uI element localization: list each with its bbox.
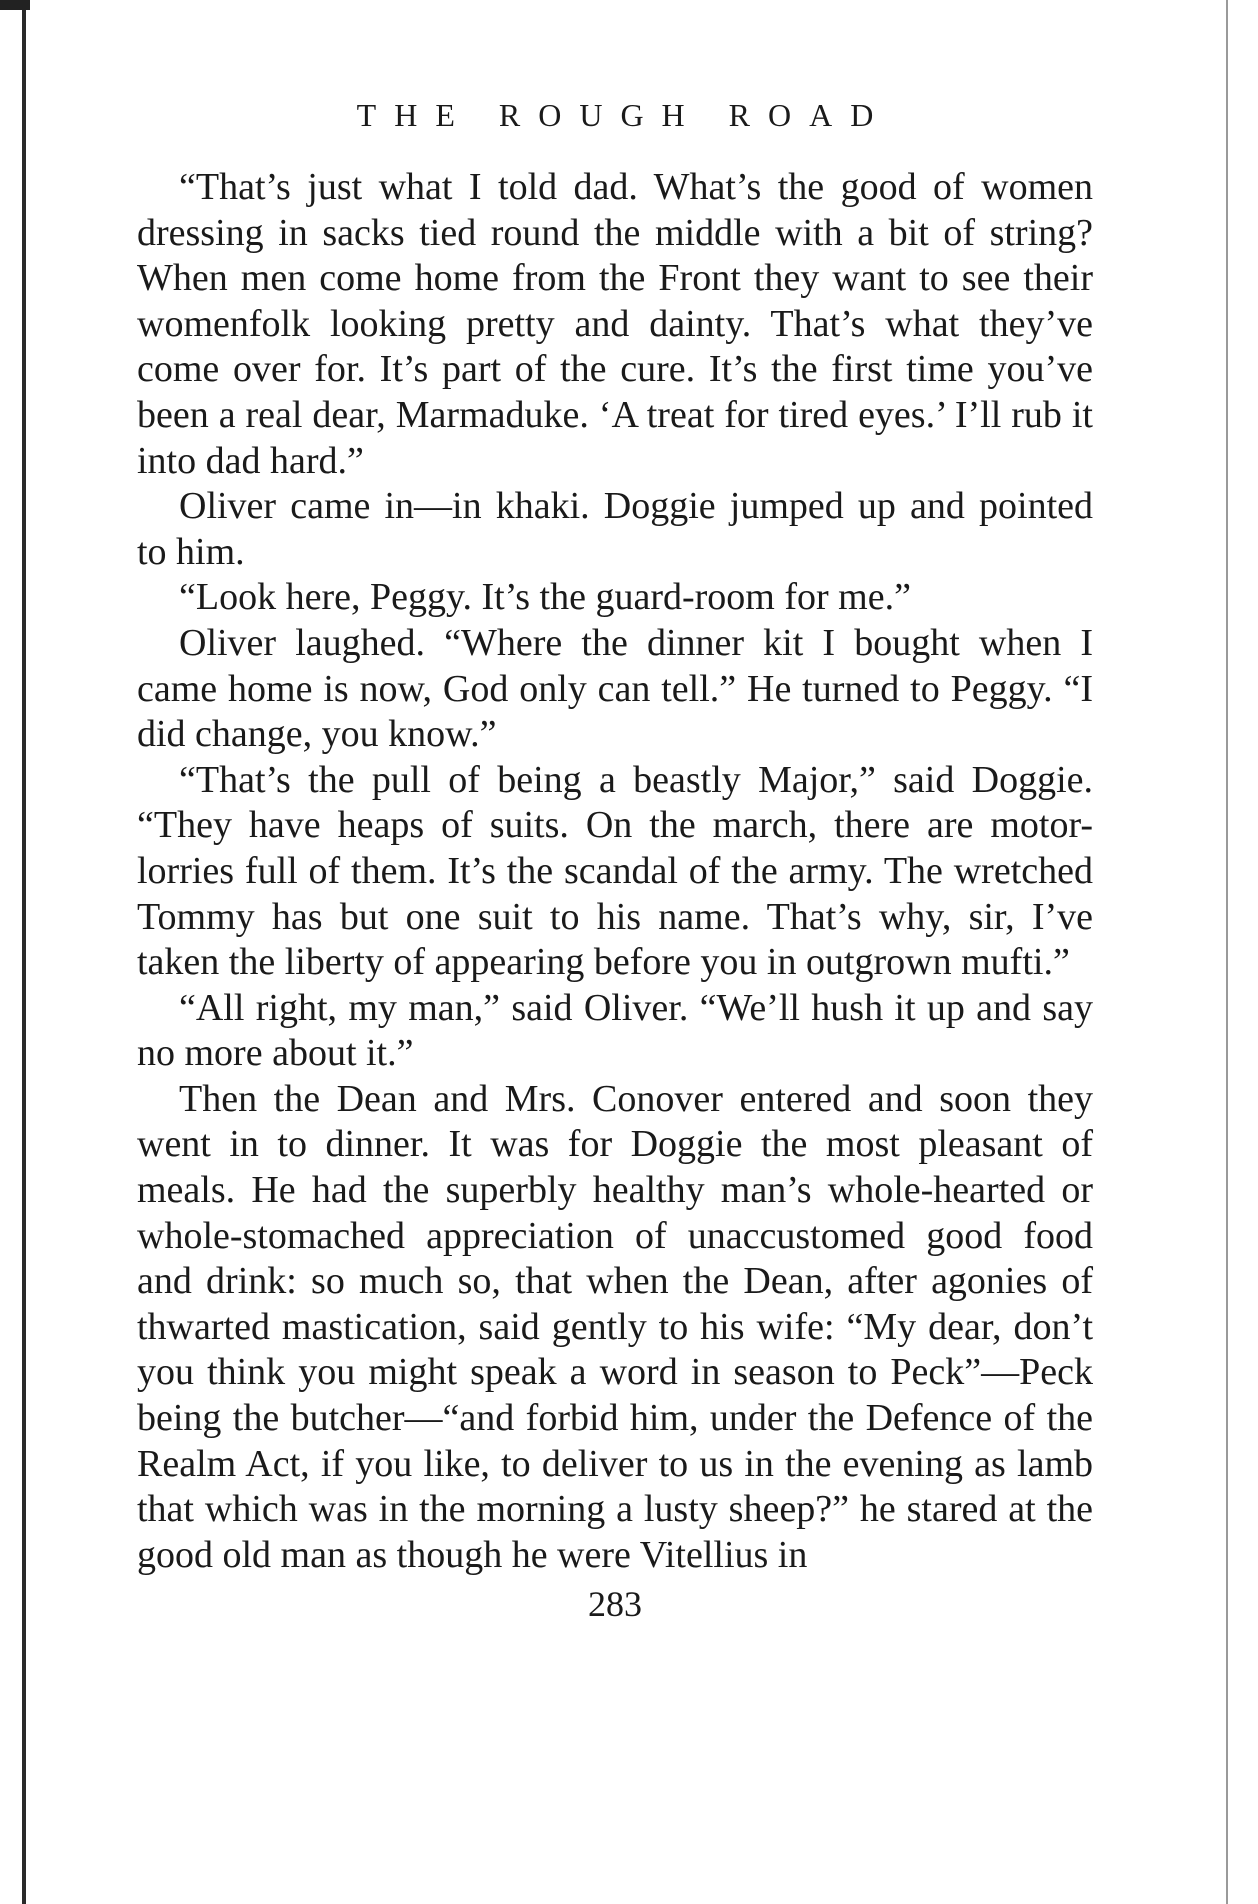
- book-page: [137, 95, 1093, 1624]
- paragraph-5: “That’s the pull of being a beastly Major,” said Doggie. “They have heaps of suits. On the march, there are motor-lorries full of them. It’s the scandal of the army. The wretched Tommy has but one suit to his name. That’s why, sir, I’ve taken the liberty of appearing before you in outgrown mufti.”: [137, 758, 1093, 984]
- paragraph-7: Then the Dean and Mrs. Conover entered and soon they went in to dinner. It was for Doggie the most pleasant of meals. He had the superbly healthy man’s whole-hearted or whole-stomached appreciation of unaccustomed good food and drink: so much so, that when the Dean, after agonies of thwarted mastication, said gently to his wife: “My dear, don’t you think you might speak a word in season to Peck”—Peck being the butcher—“and forbid him, under the Defence of the Realm Act, if you like, to deliver to us in the evening as lamb that which was in the morning a lusty sheep?” he stared at the good old man as though he were Vitellius in: [137, 1077, 1093, 1576]
- paragraph-6: “All right, my man,” said Oliver. “We’ll hush it up and say no more about it.”: [137, 986, 1093, 1075]
- page-number: 283: [588, 1584, 642, 1625]
- paragraph-2: Oliver came in—in khaki. Doggie jumped up and pointed to him.: [137, 485, 1093, 573]
- paragraph-1: “That’s just what I told dad. What’s the good of women dressing in sacks tied round the middle with a bit of string? When men come home from the Front they want to see their womenfolk looking pretty and dainty. That’s what they’ve come over for. It’s part of the cure. It’s the first time you’ve been a real dear, Marmaduke. ‘A treat for tired eyes.’ I’ll rub it into dad hard.”: [137, 166, 1093, 482]
- running-head: THE ROUGH ROAD: [356, 97, 892, 133]
- body-text: [137, 165, 1093, 1578]
- page-binding-edge: [0, 0, 26, 1904]
- page-right-edge: [1226, 0, 1228, 1904]
- paragraph-3: “Look here, Peggy. It’s the guard-room for me.”: [179, 576, 911, 619]
- paragraph-4: Oliver laughed. “Where the dinner kit I bought when I came home is now, God only can tell.” He turned to Peggy. “I did change, you know.”: [137, 621, 1093, 756]
